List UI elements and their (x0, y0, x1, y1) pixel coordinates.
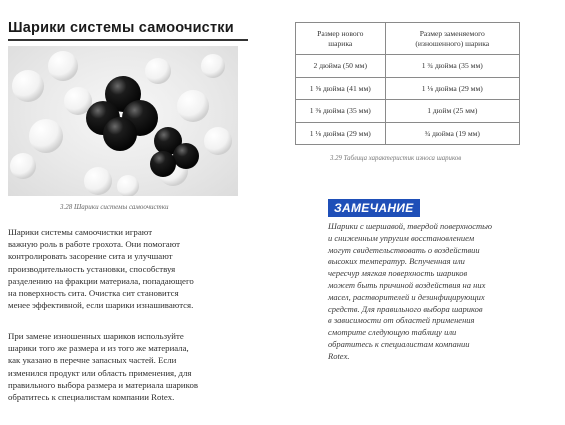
worn-size-cell: 1 дюйм (25 мм) (385, 100, 519, 123)
header-worn-ball-size: Размер заменяемого (изношенного) шарика (385, 23, 519, 55)
worn-size-cell: ¾ дюйма (19 мм) (385, 122, 519, 145)
table-row (296, 100, 520, 123)
cleaning-balls-photo (8, 46, 238, 196)
ball-size-table (295, 22, 520, 145)
note-label: ЗАМЕЧАНИЕ (328, 199, 420, 217)
table-row (296, 55, 520, 78)
worn-size-cell: 1 ¾ дюйма (35 мм) (385, 55, 519, 78)
header-new-ball-size: Размер нового шарика (296, 23, 386, 55)
note-text: Шарики с шершавой, твердой поверхностью и сниженным упругим восстановлением могут свидетельствовать о воздействии высоких температур. Вспученная или чересчур мягкая поверхность шариков может быть причиной воздействия на них масел, растворителей и дезинфицирующих средств. Для правильного выбора шариков в зависимости от областей применения смотрите следующую таблицу или обратитесь к специалистам компании Rotex. (328, 221, 493, 361)
new-size-cell: 1 ⅜ дюйма (35 мм) (296, 100, 386, 123)
figure-caption-balls: 3.28 Шарики системы самоочистки (60, 203, 169, 211)
paragraph-purpose: Шарики системы самоочистки играют важную роль в работе грохота. Они помогают контролировать засорение сита и улучшают производительность установки, способствуя разделению на фракции материала, попадающего на поверхность сита. Очистка сит становится менее эффективной, если шарики изнашиваются. (8, 227, 194, 311)
cleaning-balls-illustration (8, 46, 238, 196)
table-row (296, 122, 520, 145)
new-size-cell: 1 ⅝ дюйма (41 мм) (296, 77, 386, 100)
table-row (296, 77, 520, 100)
new-size-cell: 2 дюйма (50 мм) (296, 55, 386, 78)
section-title: Шарики системы самоочистки (8, 20, 234, 36)
title-divider (8, 39, 248, 41)
table-header-row (296, 23, 520, 55)
new-size-cell: 1 ⅛ дюйма (29 мм) (296, 122, 386, 145)
paragraph-replacement: При замене изношенных шариков используйте шарики того же размера и из того же материала, как указано в перечне запасных частей. Если изменился продукт или область применения, для правильного выбора размера и материала шариков обратитесь к специалистам компании Rotex. (8, 331, 199, 403)
table-caption: 3.29 Таблица характеристик износа шариков (330, 155, 462, 162)
worn-size-cell: 1 ⅛ дюйма (29 мм) (385, 77, 519, 100)
